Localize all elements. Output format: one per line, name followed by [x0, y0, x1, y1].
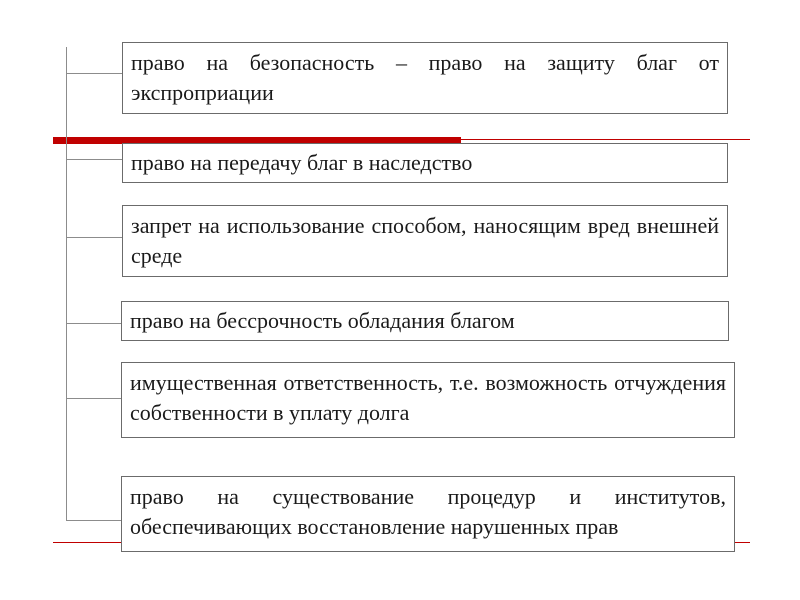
connector-2 [66, 159, 122, 160]
diagram-box-4: право на бессрочность обладания благом [121, 301, 729, 341]
tree-trunk-line [66, 47, 67, 520]
diagram-box-1: право на безопасность – право на защиту благ от экспроприации [122, 42, 728, 114]
diagram-box-5: имущественная ответственность, т.е. возможность отчуждения собственности в уплату долга [121, 362, 735, 438]
connector-3 [66, 237, 122, 238]
diagram-box-2: право на передачу благ в наследство [122, 143, 728, 183]
connector-6 [66, 520, 121, 521]
connector-4 [66, 323, 121, 324]
red-accent-line-top [461, 139, 750, 140]
diagram-box-3: запрет на использование способом, наносящим вред внешней среде [122, 205, 728, 277]
connector-1 [66, 73, 122, 74]
diagram-box-6: право на существование процедур и институтов, обеспечивающих восстановление нарушенных прав [121, 476, 735, 552]
connector-5 [66, 398, 121, 399]
